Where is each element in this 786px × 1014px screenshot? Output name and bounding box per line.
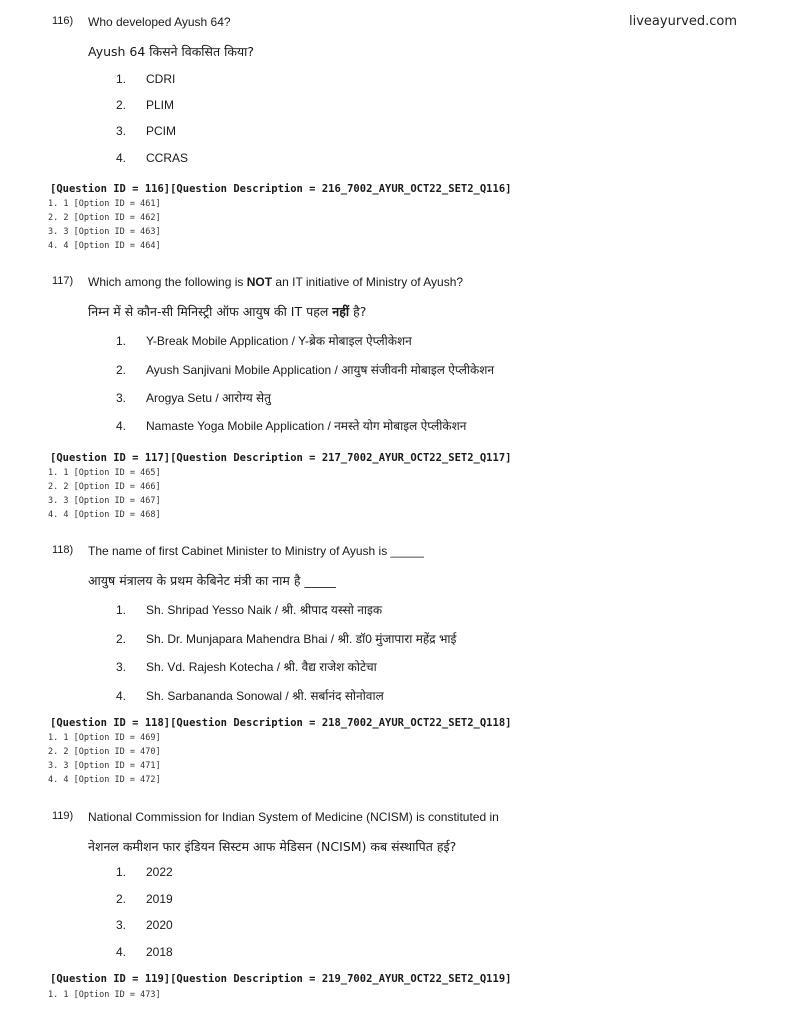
option-id: 3. 3 [Option ID = 471] <box>48 761 161 771</box>
option-id: 2. 2 [Option ID = 462] <box>48 213 161 223</box>
question-meta: [Question ID = 116][Question Description = 216_7002_AYUR_OCT22_SET2_Q116] <box>50 183 512 195</box>
question-text-hi: Ayush 64 किसने विकसित किया? <box>88 44 255 59</box>
question-meta: [Question ID = 119][Question Description = 219_7002_AYUR_OCT22_SET2_Q119] <box>50 973 512 985</box>
option: 2. Sh. Dr. Munjapara Mahendra Bhai / श्री. डॉ0 मुंजापारा महेंद्र भाई <box>116 632 457 646</box>
option: 1. CDRI <box>116 72 176 86</box>
option: 3. Arogya Setu / आरोग्य सेतु <box>116 391 271 405</box>
option-id: 1. 1 [Option ID = 473] <box>48 990 161 1000</box>
option: 1. Sh. Shripad Yesso Naik / श्री. श्रीपाद यस्सो नाइक <box>116 603 383 617</box>
question-text-en: The name of first Cabinet Minister to Ministry of Ayush is _____ <box>88 544 424 558</box>
option: 2. 2019 <box>116 892 173 906</box>
option-id: 4. 4 [Option ID = 468] <box>48 510 161 520</box>
site-watermark: liveayurved.com <box>629 14 737 29</box>
option: 4. Sh. Sarbananda Sonowal / श्री. सर्बानंद सोनोवाल <box>116 689 384 703</box>
option: 3. Sh. Vd. Rajesh Kotecha / श्री. वैद्य राजेश कोटेचा <box>116 660 377 674</box>
option: 1. 2022 <box>116 865 173 879</box>
question-text-hi: आयुष मंत्रालय के प्रथम केबिनेट मंत्री का नाम है _____ <box>88 573 336 588</box>
option: 2. PLIM <box>116 98 175 112</box>
option-id: 1. 1 [Option ID = 465] <box>48 468 161 478</box>
question-meta: [Question ID = 117][Question Description = 217_7002_AYUR_OCT22_SET2_Q117] <box>50 452 512 464</box>
option: 3. PCIM <box>116 124 176 138</box>
option-id: 2. 2 [Option ID = 470] <box>48 747 161 757</box>
question-number: 118) <box>52 544 74 556</box>
option-id: 3. 3 [Option ID = 463] <box>48 227 161 237</box>
question-meta: [Question ID = 118][Question Description = 218_7002_AYUR_OCT22_SET2_Q118] <box>50 717 512 729</box>
question-number: 116) <box>52 15 74 27</box>
question-text-hi: निम्न में से कौन-सी मिनिस्ट्री ऑफ आयुष की IT पहल नहीं है? <box>88 304 367 319</box>
option-id: 3. 3 [Option ID = 467] <box>48 496 161 506</box>
option-id: 4. 4 [Option ID = 472] <box>48 775 161 785</box>
option-id: 1. 1 [Option ID = 461] <box>48 199 161 209</box>
question-text-en: Who developed Ayush 64? <box>88 15 231 29</box>
option-id: 1. 1 [Option ID = 469] <box>48 733 161 743</box>
option: 4. Namaste Yoga Mobile Application / नमस्ते योग मोबाइल ऐप्लीकेशन <box>116 419 467 433</box>
option: 4. 2018 <box>116 945 173 959</box>
question-text-en: National Commission for Indian System of Medicine (NCISM) is constituted in <box>88 810 499 824</box>
option: 3. 2020 <box>116 918 173 932</box>
question-number: 119) <box>52 810 74 822</box>
question-text-en: Which among the following is NOT an IT initiative of Ministry of Ayush? <box>88 275 464 289</box>
option-id: 4. 4 [Option ID = 464] <box>48 241 161 251</box>
question-number: 117) <box>52 275 74 287</box>
question-text-hi: नेशनल कमीशन फार इंडियन सिस्टम आफ मेडिसन (NCISM) कब संस्थापित हई? <box>88 839 457 854</box>
option: 1. Y-Break Mobile Application / Y-ब्रेक मोबाइल ऐप्लीकेशन <box>116 334 412 348</box>
option: 4. CCRAS <box>116 151 189 165</box>
option: 2. Ayush Sanjivani Mobile Application / आयुष संजीवनी मोबाइल ऐप्लीकेशन <box>116 363 495 377</box>
option-id: 2. 2 [Option ID = 466] <box>48 482 161 492</box>
